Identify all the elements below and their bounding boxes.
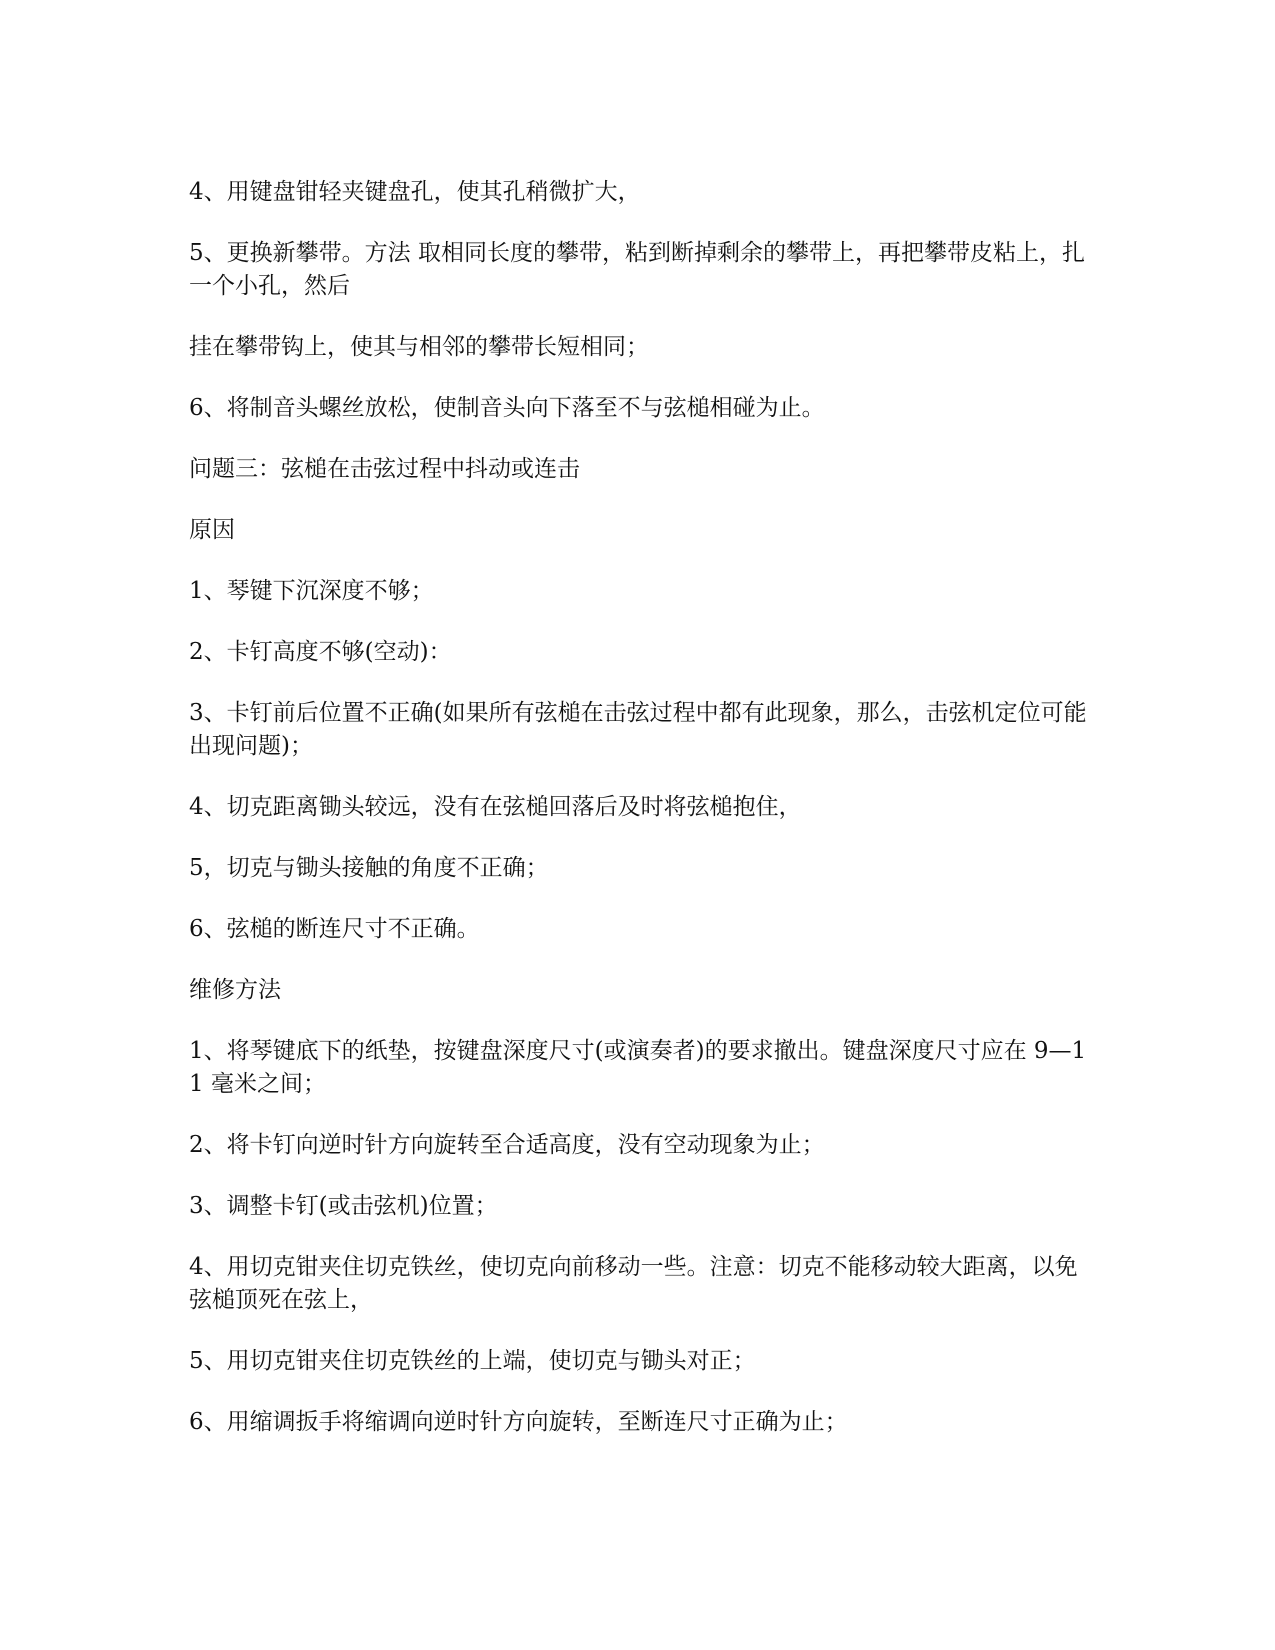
- repair-item-3: 3、调整卡钉(或击弦机)位置；: [189, 1193, 498, 1219]
- cause-item-5: 5，切克与锄头接触的角度不正确；: [189, 855, 549, 881]
- document-body: [189, 176, 1089, 1467]
- repair-item-6: 6、用缩调扳手将缩调向逆时针方向旋转，至断连尺寸正确为止；: [189, 1409, 848, 1435]
- cause-item-1: 1、琴键下沉深度不够；: [189, 578, 434, 604]
- subheading-causes: 原因: [189, 517, 235, 543]
- cause-item-4: 4、切克距离锄头较远，没有在弦槌回落后及时将弦槌抱住，: [189, 794, 802, 820]
- cause-item-6: 6、弦槌的断连尺寸不正确。: [189, 916, 480, 942]
- section-heading-problem-three: 问题三：弦槌在击弦过程中抖动或连击: [189, 456, 580, 482]
- repair-item-2: 2、将卡钉向逆时针方向旋转至合适高度，没有空动现象为止；: [189, 1132, 825, 1158]
- cause-item-3: 3、卡钉前后位置不正确(如果所有弦槌在击弦过程中都有此现象，那么，击弦机定位可能出现问题)；: [189, 700, 1087, 759]
- subheading-repair-methods: 维修方法: [189, 977, 281, 1003]
- paragraph-step-4-widen-hole: 4、用键盘钳轻夹键盘孔，使其孔稍微扩大，: [189, 179, 641, 205]
- paragraph-step-5-replace-strap: 5、更换新攀带。方法 取相同长度的攀带，粘到断掉剩余的攀带上，再把攀带皮粘上，扎一个小孔，然后: [189, 240, 1085, 299]
- paragraph-step-6-loosen-damper: 6、将制音头螺丝放松，使制音头向下落至不与弦槌相碰为止。: [189, 395, 825, 421]
- paragraph-hang-strap: 挂在攀带钩上，使其与相邻的攀带长短相同；: [189, 334, 649, 360]
- cause-item-2: 2、卡钉高度不够(空动)：: [189, 639, 452, 665]
- repair-item-5: 5、用切克钳夹住切克铁丝的上端，使切克与锄头对正；: [189, 1348, 756, 1374]
- repair-item-4: 4、用切克钳夹住切克铁丝，使切克向前移动一些。注意：切克不能移动较大距离，以免弦槌顶死在弦上，: [189, 1254, 1078, 1313]
- repair-item-1: 1、将琴键底下的纸垫，按键盘深度尺寸(或演奏者)的要求撤出。键盘深度尺寸应在 9—11 毫米之间；: [189, 1038, 1087, 1097]
